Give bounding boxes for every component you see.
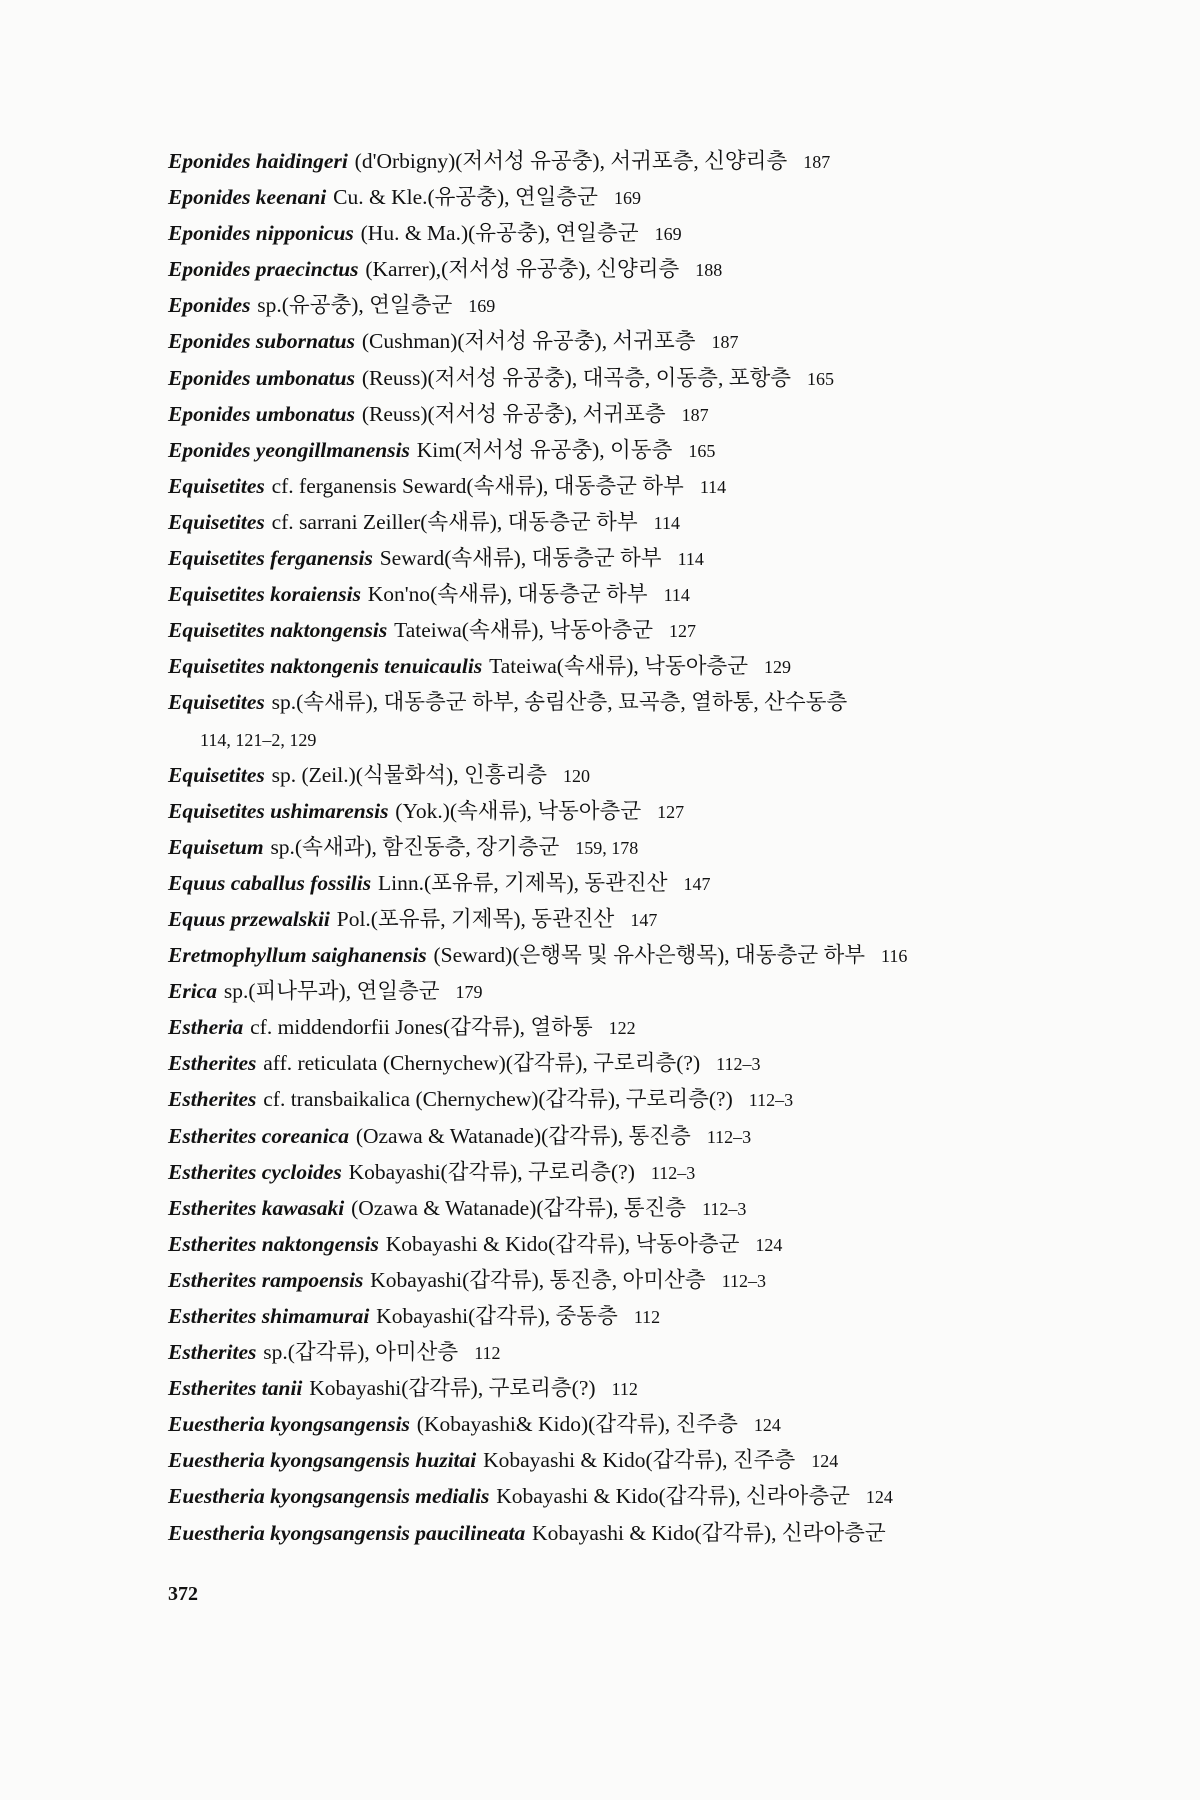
scientific-name: Eponides umbonatus	[168, 365, 355, 390]
entry-description: sp.(속새류), 대동층군 하부, 송림산층, 묘곡층, 열하통, 산수동층	[271, 690, 848, 715]
scientific-name: Estherites rampoensis	[168, 1267, 364, 1292]
page-reference: 169	[613, 188, 641, 209]
page-reference: 114, 121–2, 129	[200, 729, 317, 750]
entry-description: (Kobayashi& Kido)(갑각류), 진주층	[416, 1412, 738, 1437]
scientific-name: Eponides keenani	[168, 185, 327, 210]
scientific-name: Euestheria kyongsangensis paucilineata	[168, 1520, 526, 1545]
entry-description: (Reuss)(저서성 유공충), 대곡층, 이동층, 포항층	[361, 365, 792, 390]
index-entry	[168, 973, 1068, 1009]
entry-description: Kobayashi(갑각류), 구로리층(?)	[348, 1159, 635, 1184]
page-reference: 112	[633, 1307, 661, 1327]
page-reference: 112	[474, 1343, 501, 1364]
index-entry	[168, 901, 1068, 937]
scientific-name: Eretmophyllum saighanensis	[168, 943, 427, 968]
scientific-name: Eponides umbonatus	[168, 401, 355, 426]
entry-description: (Hu. & Ma.)(유공충), 연일층군	[360, 221, 639, 246]
scientific-name: Euestheria kyongsangensis	[168, 1412, 410, 1437]
scientific-name: Euestheria kyongsangensis huzitai	[168, 1448, 477, 1473]
page-reference: 147	[630, 909, 658, 930]
index-entry	[168, 287, 1068, 323]
entry-description: Pol.(포유류, 기제목), 동관진산	[336, 906, 615, 931]
scientific-name: Erica	[168, 979, 217, 1004]
page-reference: 169	[654, 224, 682, 245]
scientific-name: Estherites	[168, 1087, 257, 1112]
scientific-name: Estherites kawasaki	[168, 1195, 345, 1220]
scientific-name: Estherites tanii	[168, 1376, 303, 1401]
page-reference: 112	[611, 1379, 638, 1400]
page-reference: 114	[699, 476, 727, 497]
scientific-name: Equisetites naktongensis	[168, 618, 388, 643]
entry-description: Kobayashi & Kido(갑각류), 진주층	[483, 1448, 796, 1473]
entry-description: Kobayashi(갑각류), 중동층	[376, 1304, 618, 1328]
page-reference: 179	[455, 982, 483, 1003]
index-list	[168, 143, 1068, 1551]
page-reference: 120	[563, 765, 591, 786]
entry-description: Cu. & Kle.(유공충), 연일층군	[333, 185, 598, 210]
entry-description: (Ozawa & Watanade)(갑각류), 통진층	[351, 1195, 687, 1220]
page-reference: 112–3	[716, 1054, 761, 1075]
entry-description: (Ozawa & Watanade)(갑각류), 통진층	[355, 1123, 691, 1148]
index-entry	[168, 576, 1068, 612]
page-reference: 188	[695, 260, 723, 281]
page-reference: 112–3	[706, 1126, 752, 1147]
index-entry	[168, 215, 1068, 251]
index-entry	[168, 468, 1068, 504]
scientific-name: Equisetites	[168, 473, 265, 498]
page-reference: 187	[803, 152, 831, 172]
scientific-name: Eponides subornatus	[168, 329, 356, 354]
index-entry	[168, 1190, 1068, 1226]
scientific-name: Eponides praecinctus	[168, 257, 359, 282]
index-entry	[168, 684, 1068, 720]
entry-description: aff. reticulata (Chernychew)(갑각류), 구로리층(?)	[263, 1051, 701, 1076]
page-reference: 187	[711, 332, 739, 353]
index-entry	[168, 323, 1068, 359]
page-number: 372	[168, 1583, 198, 1605]
entry-description: cf. middendorfii Jones(갑각류), 열하통	[250, 1015, 593, 1040]
entry-description: (Yok.)(속새류), 낙동아층군	[395, 798, 642, 823]
page-reference: 114	[677, 549, 704, 570]
scientific-name: Estherites coreanica	[168, 1123, 349, 1148]
index-entry	[168, 396, 1068, 432]
index-entry	[168, 648, 1068, 684]
index-entry	[168, 1298, 1068, 1334]
page-reference: 122	[608, 1018, 636, 1039]
page-reference: 114	[663, 585, 690, 606]
index-entry	[168, 1226, 1068, 1262]
page-reference: 165	[807, 368, 835, 389]
page-reference: 114	[653, 512, 680, 533]
entry-description: cf. ferganensis Seward(속새류), 대동층군 하부	[271, 473, 684, 498]
scientific-name: Equisetites	[168, 509, 265, 534]
page-reference: 116	[881, 946, 908, 967]
index-entry	[168, 1081, 1068, 1117]
scientific-name: Equisetites	[168, 690, 265, 715]
index-entry	[168, 793, 1068, 829]
scientific-name: Estherites	[168, 1051, 257, 1076]
index-entry	[168, 432, 1068, 468]
entry-description: (Reuss)(저서성 유공충), 서귀포층	[361, 401, 666, 426]
scientific-name: Equisetites ferganensis	[168, 546, 373, 571]
scientific-name: Eponides nipponicus	[168, 221, 354, 246]
page-reference: 165	[688, 440, 716, 461]
scientific-name: Estherites	[168, 1340, 257, 1365]
index-entry	[168, 1478, 1068, 1514]
entry-description: Tateiwa(속새류), 낙동아층군	[489, 654, 749, 679]
index-entry	[168, 143, 1068, 179]
index-entry	[168, 1262, 1068, 1298]
page-reference: 112–3	[748, 1090, 794, 1111]
index-entry	[168, 1154, 1068, 1190]
index-entry	[168, 937, 1068, 973]
entry-description: Kobayashi(갑각류), 통진층, 아미산층	[370, 1267, 706, 1292]
scientific-name: Equisetites	[168, 762, 265, 787]
entry-description: (d'Orbigny)(저서성 유공충), 서귀포층, 신양리층	[354, 149, 788, 173]
entry-description: sp.(속새과), 함진동층, 장기층군	[270, 834, 560, 859]
page-reference: 147	[683, 873, 711, 894]
entry-description: Linn.(포유류, 기제목), 동관진산	[377, 870, 668, 895]
entry-description: Kobayashi & Kido(갑각류), 신라아층군	[496, 1484, 850, 1509]
entry-description: Kobayashi(갑각류), 구로리층(?)	[309, 1376, 596, 1401]
page-reference: 112–3	[650, 1162, 696, 1183]
entry-description: Seward(속새류), 대동층군 하부	[379, 546, 662, 571]
page-reference: 112–3	[721, 1270, 766, 1291]
entry-description: cf. sarrani Zeiller(속새류), 대동층군 하부	[271, 509, 638, 534]
entry-description: Kobayashi & Kido(갑각류), 신라아층군	[532, 1520, 886, 1545]
page-reference: 124	[811, 1451, 839, 1472]
index-entry	[168, 721, 1068, 757]
page-reference: 187	[681, 404, 709, 425]
entry-description: Kobayashi & Kido(갑각류), 낙동아층군	[385, 1231, 740, 1256]
scientific-name: Equus przewalskii	[168, 906, 330, 931]
scientific-name: Eponides	[168, 293, 251, 318]
scientific-name: Eponides haidingeri	[168, 149, 348, 173]
index-entry	[168, 1045, 1068, 1081]
page-reference: 159, 178	[575, 837, 639, 858]
page-reference: 127	[669, 621, 697, 642]
index-entry	[168, 251, 1068, 287]
index-entry	[168, 1118, 1068, 1154]
index-entry	[168, 757, 1068, 793]
index-entry	[168, 1009, 1068, 1045]
entry-description: Tateiwa(속새류), 낙동아층군	[394, 618, 654, 643]
entry-description: cf. transbaikalica (Chernychew)(갑각류), 구로리층(?)	[263, 1087, 733, 1112]
entry-description: (Seward)(은행목 및 유사은행목), 대동층군 하부	[433, 943, 866, 968]
scientific-name: Estherites cycloides	[168, 1159, 342, 1184]
entry-description: sp. (Zeil.)(식물화석), 인흥리층	[271, 762, 548, 787]
scientific-name: Estherites shimamurai	[168, 1304, 370, 1328]
scientific-name: Euestheria kyongsangensis medialis	[168, 1484, 490, 1509]
index-entry	[168, 1334, 1068, 1370]
index-entry	[168, 1442, 1068, 1478]
page-reference: 124	[755, 1234, 783, 1255]
page-reference: 129	[764, 657, 792, 678]
index-entry	[168, 1370, 1068, 1406]
entry-description: Kim(저서성 유공충), 이동층	[416, 437, 673, 462]
page-reference: 169	[468, 296, 496, 317]
page-reference: 112–3	[702, 1198, 747, 1219]
index-entry	[168, 1515, 1068, 1551]
page-reference: 124	[865, 1487, 893, 1508]
entry-description: (Karrer),(저서성 유공충), 신양리층	[365, 257, 680, 282]
scientific-name: Equisetites ushimarensis	[168, 798, 389, 823]
entry-description: sp.(갑각류), 아미산층	[263, 1340, 459, 1365]
scientific-name: Estherites naktongensis	[168, 1231, 379, 1256]
index-entry	[168, 540, 1068, 576]
index-entry	[168, 179, 1068, 215]
entry-description: sp.(유공충), 연일층군	[257, 293, 453, 318]
page-reference: 124	[753, 1415, 781, 1436]
entry-description: Kon'no(속새류), 대동층군 하부	[367, 582, 648, 607]
index-entry	[168, 1406, 1068, 1442]
index-entry	[168, 829, 1068, 865]
index-entry	[168, 360, 1068, 396]
scientific-name: Eponides yeongillmanensis	[168, 437, 410, 462]
index-entry	[168, 612, 1068, 648]
scientific-name: Estheria	[168, 1015, 244, 1040]
index-entry	[168, 504, 1068, 540]
scientific-name: Equisetum	[168, 834, 264, 859]
scientific-name: Equisetites koraiensis	[168, 582, 361, 607]
entry-description: (Cushman)(저서성 유공충), 서귀포층	[361, 329, 696, 354]
index-entry	[168, 865, 1068, 901]
entry-description: sp.(피나무과), 연일층군	[223, 979, 440, 1004]
scientific-name: Equisetites naktongenis tenuicaulis	[168, 654, 483, 679]
scientific-name: Equus caballus fossilis	[168, 870, 372, 895]
page-reference: 127	[657, 801, 685, 822]
